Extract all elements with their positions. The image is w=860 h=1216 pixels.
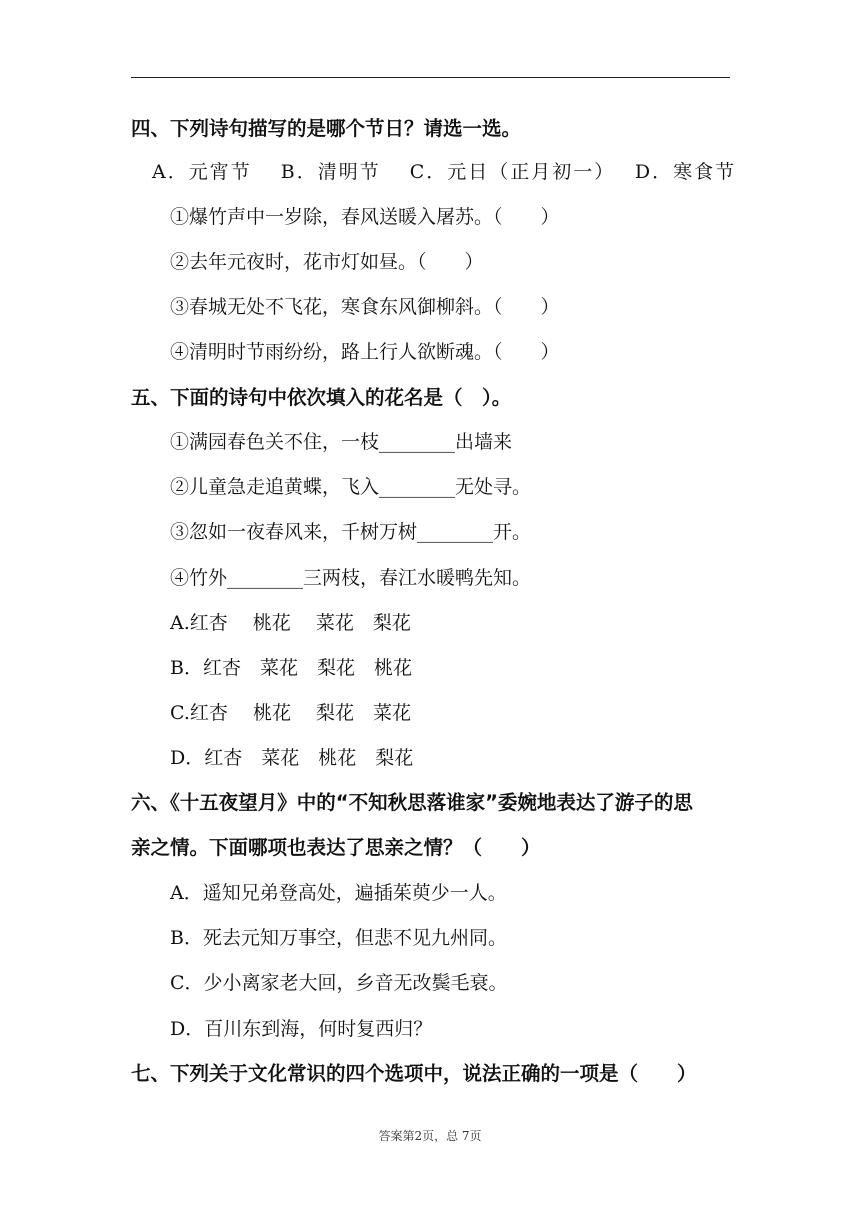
question-6-choice-c: C．少小离家老大回，乡音无改鬓毛衰。 <box>170 972 508 994</box>
question-4-item-4: ④清明时节雨纷纷，路上行人欲断魂。（ ） <box>170 341 560 363</box>
question-5-title: 五、下面的诗句中依次填入的花名是（ ）。 <box>131 386 512 409</box>
question-4-item-1: ①爆竹声中一岁除，春风送暖入屠苏。（ ） <box>170 206 560 228</box>
question-6-title-line-2: 亲之情。下面哪项也表达了思亲之情？（ ） <box>131 836 541 859</box>
question-5-choice-c: C.红杏 桃花 梨花 菜花 <box>170 702 411 724</box>
question-5-item-4: ④竹外________三两枝，春江水暖鸭先知。 <box>170 567 532 589</box>
question-5-item-1: ①满园春色关不住，一枝________出墙来 <box>170 431 513 453</box>
question-4-title: 四、下列诗句描写的是哪个节日？请选一选。 <box>131 117 522 140</box>
question-5-choice-d: D．红杏 菜花 桃花 梨花 <box>170 747 414 769</box>
question-5-choice-a: A.红杏 桃花 菜花 梨花 <box>170 612 411 634</box>
question-6-choice-b: B．死去元知万事空，但悲不见九州同。 <box>170 927 507 949</box>
question-4-item-3: ③春城无处不飞花，寒食东风御柳斜。（ ） <box>170 296 560 318</box>
question-5-item-3: ③忽如一夜春风来，千树万树________开。 <box>170 521 532 543</box>
question-5-choice-b: B．红杏 菜花 梨花 桃花 <box>170 657 412 679</box>
header-rule <box>131 77 730 78</box>
question-4-options: A．元宵节 B．清明节 C．元日（正月初一） D．寒食节 <box>152 161 737 183</box>
question-6-title-line-1: 六、《十五夜望月》中的“不知秋思落谁家”委婉地表达了游子的思 <box>131 791 693 814</box>
question-6-choice-a: A．遥知兄弟登高处，遍插茱萸少一人。 <box>170 882 507 904</box>
question-5-item-2: ②儿童急走追黄蝶，飞入________无处寻。 <box>170 476 532 498</box>
page-footer: 答案第2页，总 7页 <box>378 1129 482 1143</box>
question-7-title: 七、下列关于文化常识的四个选项中，说法正确的一项是（ ） <box>131 1062 697 1085</box>
question-6-choice-d: D．百川东到海，何时复西归？ <box>170 1018 433 1040</box>
question-4-item-2: ②去年元夜时，花市灯如昼。（ ） <box>170 251 484 273</box>
